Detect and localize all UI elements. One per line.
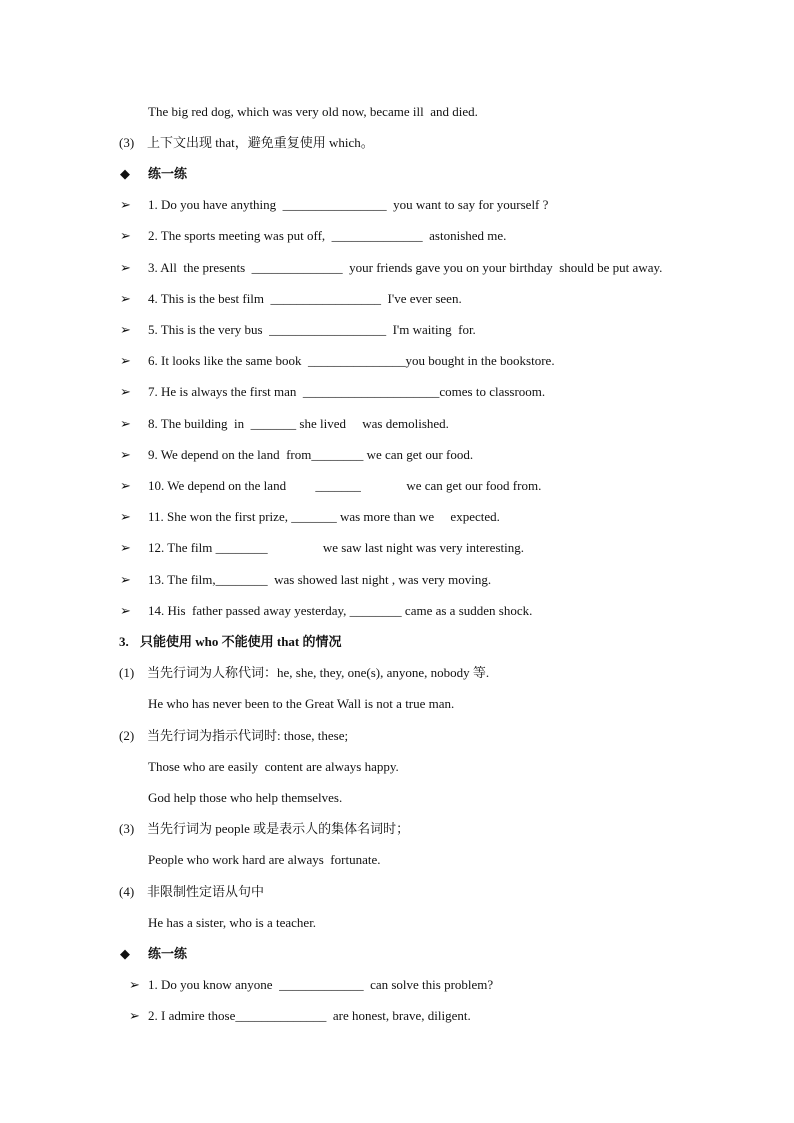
arrow-bullet-icon: ➢ bbox=[120, 540, 131, 555]
arrow-bullet-icon: ➢ bbox=[120, 260, 131, 275]
numbered-item: 上下文出现 that，避免重复使用 which。 bbox=[147, 135, 374, 150]
item-number: (4) bbox=[119, 884, 135, 899]
exercise-item: 12. The film ________ we saw last night was very interesting. bbox=[148, 540, 524, 555]
exercise-item: 13. The film,________ was showed last night , was very moving. bbox=[148, 572, 492, 587]
practice-heading: 练一练 bbox=[148, 946, 188, 961]
body-text: He who has never been to the Great Wall is not a true man. bbox=[148, 696, 455, 711]
exercise-item: 2. I admire those______________ are honest, brave, diligent. bbox=[148, 1008, 471, 1023]
arrow-bullet-icon: ➢ bbox=[120, 447, 131, 462]
arrow-bullet-icon: ➢ bbox=[120, 603, 131, 618]
exercise-item: 1. Do you know anyone _____________ can solve this problem? bbox=[148, 977, 494, 992]
exercise-item: 14. His father passed away yesterday, ________ came as a sudden shock. bbox=[148, 603, 533, 618]
body-text: He has a sister, who is a teacher. bbox=[148, 915, 317, 930]
arrow-bullet-icon: ➢ bbox=[120, 322, 131, 337]
exercise-item: 5. This is the very bus __________________ I'm waiting for. bbox=[148, 322, 476, 337]
exercise-item: 3. All the presents ______________ your friends gave you on your birthday should be put away. bbox=[148, 260, 663, 275]
exercise-item: 4. This is the best film _________________ I've ever seen. bbox=[148, 291, 462, 306]
exercise-item: 8. The building in _______ she lived was demolished. bbox=[148, 416, 449, 431]
body-text: People who work hard are always fortunate. bbox=[148, 852, 381, 867]
exercise-item: 1. Do you have anything ________________ you want to say for yourself ? bbox=[148, 197, 549, 212]
arrow-bullet-icon: ➢ bbox=[120, 197, 131, 212]
exercise-item: 11. She won the first prize, _______ was more than we expected. bbox=[148, 509, 500, 524]
numbered-item: 当先行词为 people 或是表示人的集体名词时； bbox=[147, 821, 410, 836]
arrow-bullet-icon: ➢ bbox=[129, 977, 140, 992]
item-number: (1) bbox=[119, 665, 135, 680]
numbered-item: 当先行词为人称代词：he, she, they, one(s), anyone, nobody 等. bbox=[147, 665, 490, 680]
exercise-item: 9. We depend on the land from________ we can get our food. bbox=[148, 447, 474, 462]
practice-heading: 练一练 bbox=[148, 166, 188, 181]
arrow-bullet-icon: ➢ bbox=[120, 478, 131, 493]
arrow-bullet-icon: ➢ bbox=[120, 291, 131, 306]
section-heading: 只能使用 who 不能使用 that 的情况 bbox=[140, 634, 342, 649]
item-number: (2) bbox=[119, 728, 135, 743]
exercise-item: 7. He is always the first man _____________________comes to classroom. bbox=[148, 384, 546, 399]
arrow-bullet-icon: ➢ bbox=[120, 572, 131, 587]
arrow-bullet-icon: ➢ bbox=[120, 509, 131, 524]
numbered-item: 非限制性定语从句中 bbox=[147, 884, 265, 899]
arrow-bullet-icon: ➢ bbox=[129, 1008, 140, 1023]
item-number: 3. bbox=[119, 634, 129, 649]
body-text: God help those who help themselves. bbox=[148, 790, 343, 805]
item-number: (3) bbox=[119, 821, 135, 836]
body-text: The big red dog, which was very old now, became ill and died. bbox=[148, 104, 478, 119]
exercise-item: 2. The sports meeting was put off, ______________ astonished me. bbox=[148, 228, 507, 243]
diamond-bullet-icon: ◆ bbox=[120, 946, 130, 961]
diamond-bullet-icon: ◆ bbox=[120, 166, 130, 181]
exercise-item: 6. It looks like the same book _______________you bought in the bookstore. bbox=[148, 353, 555, 368]
body-text: Those who are easily content are always happy. bbox=[148, 759, 399, 774]
arrow-bullet-icon: ➢ bbox=[120, 416, 131, 431]
item-number: (3) bbox=[119, 135, 135, 150]
exercise-item: 10. We depend on the land _______ we can get our food from. bbox=[148, 478, 542, 493]
numbered-item: 当先行词为指示代词时: those, these; bbox=[147, 728, 349, 743]
arrow-bullet-icon: ➢ bbox=[120, 384, 131, 399]
arrow-bullet-icon: ➢ bbox=[120, 353, 131, 368]
arrow-bullet-icon: ➢ bbox=[120, 228, 131, 243]
